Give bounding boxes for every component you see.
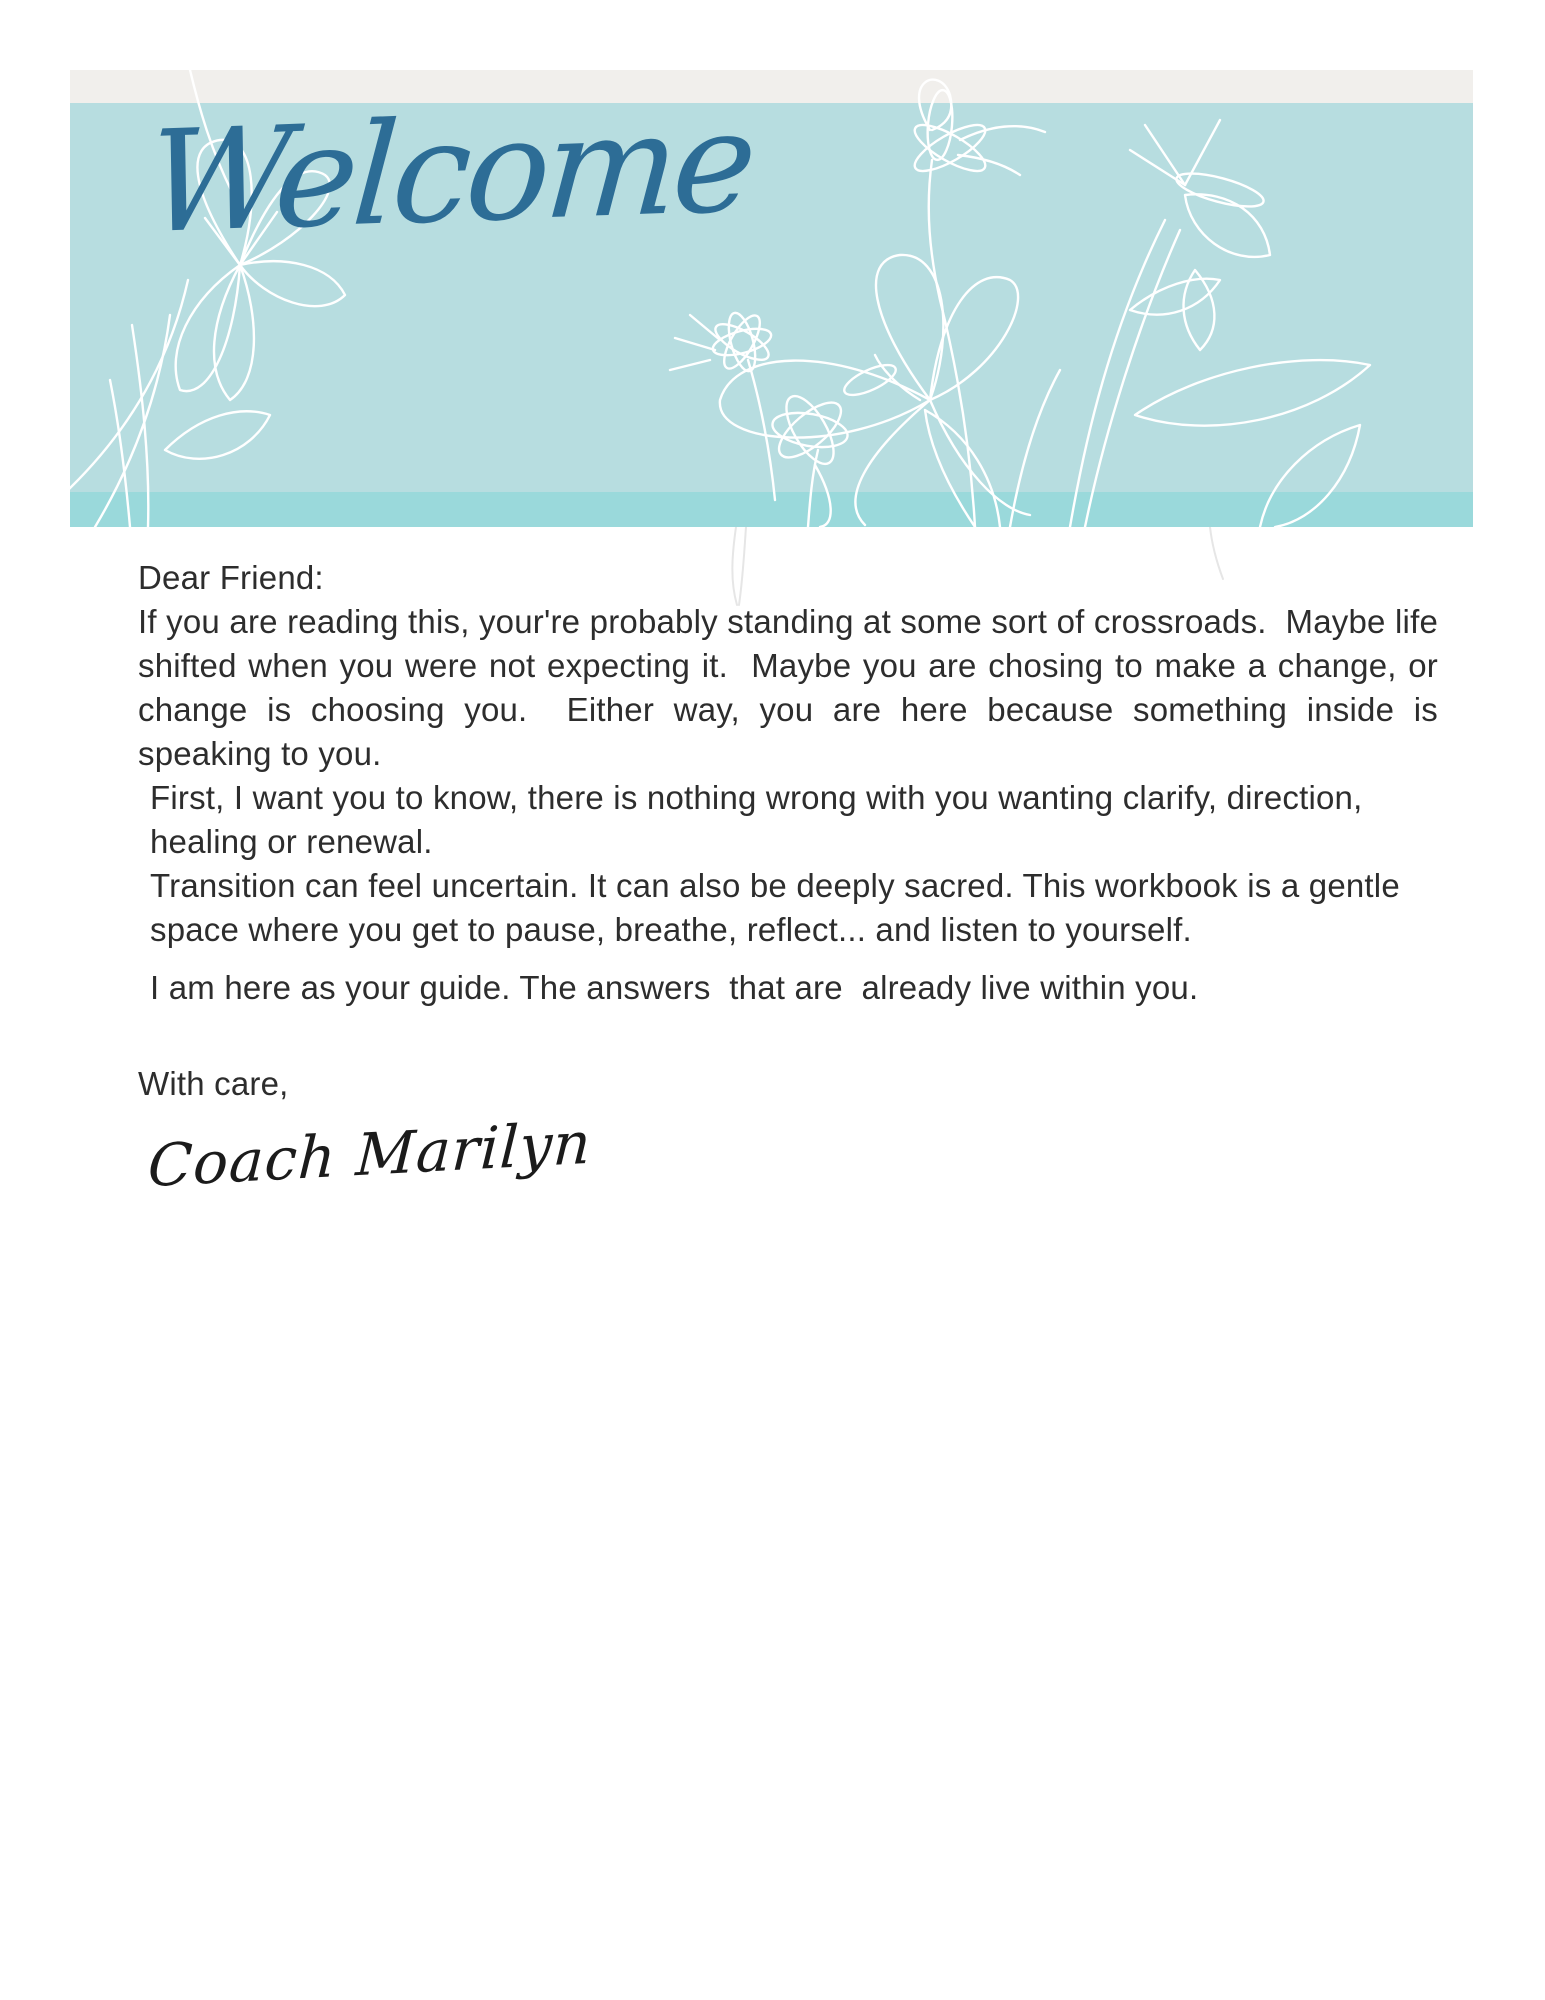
- closing: With care,: [138, 1065, 289, 1102]
- banner-accent-strip: [70, 492, 1473, 527]
- letter-paragraph-1: If you are reading this, your're probably standing at some sort of crossroads. Maybe life shifted when you were not expecting it. Maybe you are chosing to make a change, or change is choosing you. Either way, you are here because something inside is speaking to you.: [138, 603, 1448, 772]
- letter-paragraph-4: I am here as your guide. The answers that are already live within you.: [150, 969, 1199, 1006]
- letter-paragraph-2: First, I want you to know, there is nothing wrong with you wanting clarify, direction, healing or renewal.: [150, 779, 1372, 860]
- banner: [70, 70, 1473, 527]
- greeting: Dear Friend:: [138, 559, 324, 596]
- banner-title: Welcome: [142, 80, 757, 266]
- letter-body: [138, 556, 1448, 1226]
- signature: Coach Marilyn: [146, 1108, 594, 1201]
- letter-paragraph-3: Transition can feel uncertain. It can also be deeply sacred. This workbook is a gentle space where you get to pause, breathe, reflect... and listen to yourself.: [150, 867, 1410, 948]
